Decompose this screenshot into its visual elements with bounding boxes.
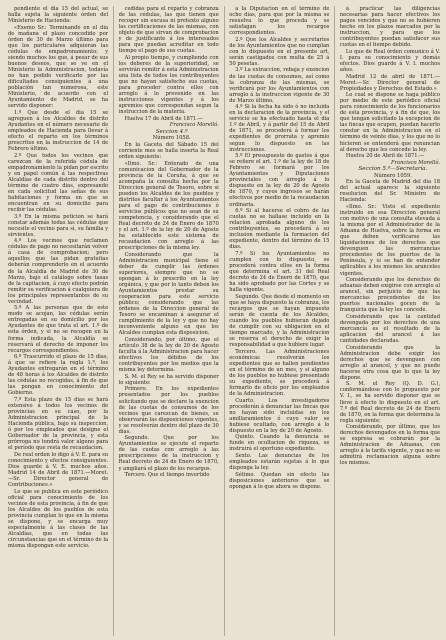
paragraph: Considerando que la Administracion municipal tiene el deber de cumplir las órdenes superiores, siempre que no se opongan á lo prescrito en la ley orgánica, y que por lo tanto deben los Ayuntamientos prestar su cooperacion para este servicio público; considerando que las órdenes de la Direccion general de Tesoro se encaminan á asegurar el cumplimiento de la ley y que no hay inconveniente alguno en que los Alcaldes cumplan esta disposicion. bbox=[118, 251, 219, 337]
notice-number: Número 1059. bbox=[373, 172, 412, 179]
paragraph: 6.º Si al hacerse el cobro de las cuotas no se hallase incluido en la relacion aprobada alguno de los contribuyentes, se procederá á su inclusion mediante la formacion del expediente, dentro del término de 15 dias. bbox=[229, 208, 330, 251]
paragraph: 7.º Si los Ayuntamientos no cumplen con lo dispuesto, se procederá contra ellos en la forma que determina el art. 31 del Real decreto de 24 de Enero de 1870, que ha sido aprobado por las Cortes y se halla vigente. bbox=[229, 250, 330, 294]
paragraph: Lo que de Real órden comunico á V. I. para su conocimiento y demás efectos. Dios guarde á V. I. muchos años. bbox=[339, 48, 440, 73]
paragraph: 3.º En la misma peticion se hará constar además todas las cédulas que necesite el vecino para sí, su familia y sirvientes. bbox=[8, 213, 109, 238]
paragraph: Primero. En los expedientes presentados por los pueblos solicitando que se declare la exencion de las cuotas de consumos de los vecinos que carezcan de bienes, se observarán las disposiciones vigentes, y se resolverán dentro del plazo de 30 dias. bbox=[118, 386, 219, 435]
paragraph: cedidas para el reparto y cobranza de las cédulas, las que tienen que recoger sin excusa ni pretexto alguno las certificaciones de las mismas, con objeto de que sirvan de comprobacion y de justificante á los interesados para que puedan acreditar en todo tiempo el pago de sus cuotas. bbox=[118, 6, 219, 55]
column-divider bbox=[113, 6, 114, 636]
paragraph: pendiente el dia 15 del actual, se halla sujeta la siguiente órden del Ministerio de Hacienda: bbox=[8, 6, 109, 25]
section-heading: Seccion 5.ª—Secretaría. bbox=[358, 166, 428, 173]
paragraph: Segundo. Que por los Ayuntamientos se ejecute el reparto de las cuotas con arreglo á las prescripciones de la instruccion y Real decreto de 24 de Enero de 1870, y ampliará el plazo de los recargos. bbox=[118, 435, 219, 472]
paragraph: Considerando, por último, que los derechos devengados en la forma que se expresa se cobrarán por la Administracion de Aduanas, con arreglo á la tarifa vigente, y que no se admitirá reclamacion alguna sobre los mismos. bbox=[339, 424, 440, 467]
paragraph: «Exemo Sr.: Terminando en el dia de mañana el plazo concedido por órden de 30 de Marzo último para que los particulares adquieran las cédulas de empadronamiento; y siendo muchos los que, á pesar de sus buenos deseos, que se ve en el Ministerio la Administracion, todavía no han podido verificarlo por las dificultades consiguientes á una población tan numerosa, este Ministerio, de acuerdo con el Ayuntamiento de Madrid, se ha servido disponer: bbox=[8, 24, 109, 110]
paragraph: 2.º Que los Alcaldes y secretarios de los Ayuntamientos que no cumplan con lo dispuesto en el presente art. serán castigados con multa de 25 á 50 pesetas. bbox=[229, 36, 330, 67]
paragraph: Huelva 20 de Abril de 1871.— bbox=[345, 153, 425, 160]
paragraph: 3.º La extraccion, rebaja y exencion de las cuotas de consumos, así como la cobranza de las mismas, se verificará por los Ayuntamientos con arreglo á la instruccion vigente de 30 de Marzo último. bbox=[229, 67, 330, 104]
paragraph: Lo cual se dispone se haga público por medio de este periódico oficial para conocimiento de los funcionarios de esta provincia, y á fin de que, los que tengan solicitado la excepcion de las fincas que ocupen, puedan hacerlo constar en la Administracion en el término de veinte dias, y los que no lo hicieren se entenderá que renuncian al derecho que les concede la ley. bbox=[339, 92, 440, 153]
paragraph: 2.º Que todos los vecinos que carezcan de la referida cédula de empadronamiento la pidan por escrito y en papel común á las respectivas Alcaldías de cada distrito dentro del término de cuatro dias, expresando en cada solicitud las señas de sus habitaciones y forma en que se encuentran en su domicilio para recibir las cédulas. bbox=[8, 152, 109, 214]
paragraph: 4.º Los vecinos que reclamen cédulas de pago no necesitarán volver á casa de comprobacion; pero aquellos que las pidan gratuitas deberán comprenderlo en el acuerdo de la Alcaldía de Madrid de 30 de Marzo, bajo el catálogo sobre tasas de la capitacion, á cuyo efecto podrán remitir su verificacion á cualquiera de los principales representantes de su vecindad. bbox=[8, 238, 109, 305]
paragraph: Cuarto. Los investigadores procederán á denunciar las fincas que no hayan sido incluidas en los amillaramientos ó cuyo valor se hubiese ocultado, con arreglo á lo dispuesto en la ley de 20 de Agosto. bbox=[229, 397, 330, 434]
paragraph: Madrid 12 de abril de 1871.—Moret.—Sr. Director general de Propiedades y Derechos del Estado.» bbox=[339, 73, 440, 92]
paragraph: 1.º Que desde el dia 15 se agreguen á los Alcaldes de distrito Ayudantes en el número necesario de empleados de Hacienda para llevar á efecto el reparto en los términos prescritos en la instruccion de 14 de Febrero último. bbox=[8, 109, 109, 153]
text-column-3 bbox=[229, 6, 329, 636]
paragraph: a la Diputacion en el término de ocho dias, para que por la misma se resuelva lo que proceda y se satisfagan los recargos correspondientes. bbox=[229, 6, 330, 37]
paragraph: S. M. el Rey (Q. D. G.), conformándose con lo propuesto por V. I., se ha servido disponer que se lleve á efecto lo dispuesto en el art. 7.º del Real decreto de 24 de Enero de 1870, en la forma que determina la regla siguiente: bbox=[339, 381, 440, 424]
section-heading: Seccion 4.ª bbox=[155, 128, 188, 135]
paragraph: De real orden lo digo á V. E. para su conocimiento y efectos consiguientes. Dios guarde á V. E. muchos años. Madrid 14 de Abril de 1871.—Moret.—Sr. Director general de Contribuciones.» bbox=[8, 451, 109, 489]
paragraph: Sexto. Las denuncias de los empleados estarán sujetas á lo que disponga la ley. bbox=[229, 452, 330, 472]
text-column-4 bbox=[340, 6, 440, 636]
paragraph: En la Gaceta de Madrid del dia 18 del actual aparece la siguiente resolucion del Sr. Ministro de Hacienda: bbox=[339, 179, 440, 204]
paragraph: 5.º A las personas que de este modo se acojan, las cédulas serán entregadas en su domicilio por los Ayudantes de que trata el art. 1.º de esta órden, y si no se recogen en la forma indicada, la Alcaldía se reservará el derecho de imponer los recargos correspondientes. bbox=[8, 305, 109, 354]
paragraph: En la Gaceta del Sábado 15 del corriente mes se halla inserta la Real orden siguiente: bbox=[118, 142, 219, 161]
notice-number: Número 1058. bbox=[152, 135, 191, 142]
column-divider bbox=[224, 6, 225, 636]
paragraph: á practicar las diligencias necesarias para hacer efectivos los pagos vencidos y que no se hubieren hecho en los plazos marcados por la instruccion, y para que los contribuyentes puedan satisfacer sus cuotas en el tiempo debido. bbox=[339, 6, 440, 49]
paragraph: 4.º Si la fecha ha sido ó no incluida en la declaracion de la provincia, y el servicio se ha efectuado hasta el dia 1.º de Abril, y á partir del 15 de Abril de 1871, se procederá á formar los expedientes de prorrata y apremio segun lo dispuesto en las instrucciones. bbox=[229, 104, 330, 153]
paragraph: «Ilmo. Sr.: Enterado de una comunicacion del Gobernador de la provincia de la Coruña, á que se acompaña la consulta hecha por la Direccion general de Tesoro, sobre si pueden los Alcaldes de los pueblos y distritos facultar á los Ayuntamientos para el pago de contribuciones ó servicios públicos que no sean de su competencia, y considerando que el Real decreto de 24 de Enero de 1870 y el art. 1.º de la ley de 20 de Agosto ha establecido este sistema de recaudacion con arreglo á las prescripciones de la misma ley. bbox=[118, 160, 219, 252]
text-column-1 bbox=[8, 6, 108, 636]
paragraph: Considerando, por último, que el artículo 38 de la ley de 20 de Agosto faculta á la Administracion para hacer efectivos los débitos de los contribuyentes por los medios que la misma ley determina. bbox=[118, 337, 219, 374]
paragraph: Al propio tiempo, y cumpliendo con los deberes de la superioridad, se servirán remitir á esta Administracion una lista de todos los contribuyentes que no hayan satisfecho sus cuotas, para proceder contra ellos con arreglo á lo prevenido en las instrucciones vigentes y á los apremios que correspondan segun la instruccion de la materia. bbox=[118, 54, 219, 116]
text-column-2 bbox=[119, 6, 219, 636]
paragraph: Quinto. Cuando la denuncia se funde en ocultacion de riqueza, se instruirá el oportuno expediente. bbox=[229, 434, 330, 453]
paragraph: S. M. el Rey se ha servido disponer lo siguiente: bbox=[118, 373, 219, 386]
column-divider bbox=[334, 6, 335, 636]
signature: Francisco Morelló. bbox=[169, 122, 219, 129]
paragraph: Considerando que la Administracion debe exigir los derechos que se devenguen con arreglo al arancel, y que no puede hacerse otra cosa que lo que la ley dispone. bbox=[339, 344, 440, 381]
paragraph: Considerando que la cantidad devengada por los derechos de una mercancía es el resultado de la aplicacion del arancel á las cantidades declaradas. bbox=[339, 313, 440, 345]
paragraph: Tercero. Que el tiempo invertido bbox=[124, 472, 210, 479]
signature: Francisco Morelló. bbox=[391, 159, 440, 166]
paragraph: Segundo. Que desde el momento en que se haya dispuesto la cobranza, los recargos que se hayan impuesto serán de cuenta de los Alcaldes, cuando los pueblos hubieran dejado de cumplir con su obligacion en el tiempo marcado, y la Administracion se reserva el derecho de exigir la responsabilidad a que hubiere lugar. bbox=[229, 293, 330, 349]
paragraph: 7.º Esta plazo de 15 dias se hará extensivo á todos los vecinos de provincias en su caso, por la Administracion principal de la Hacienda pública, bajo su inspeccion, ó por los empleados que designe el Gobernador de la provincia, y esta prórroga no tendrá valor alguno para el período que resta de recaudacion. bbox=[8, 397, 109, 452]
paragraph: 5.º El presupuesto de gastos á que se refiere el art. 1.º de la ley de 18 de Febrero se formará por los Ayuntamientos y Diputaciones provinciales con arreglo á lo dispuesto en la ley de 20 de Agosto de 1870, y cuyos ingresos se harán efectivos por medio de la recaudacion ordinaria. bbox=[229, 153, 330, 208]
paragraph: Tercero. Las Administraciones económicas resolverán los expedientes que se hallen pendientes en el término de un mes, y si alguno de los pueblos no hubiese presentado su expediente, se procederá á formarlo de oficio por los empleados de la Administracion. bbox=[229, 348, 330, 397]
paragraph: Considerando que los derechos de aduanas deben exigirse con arreglo al arancel, sin perjuicio de que las mercancías procedentes de los puertos nacionales gocen de la franquicia que la ley les concede. bbox=[339, 277, 440, 314]
paragraph: «Ilmo. Sr.: Visto el expediente instruido en esa Direccion general con motivo de una consulta elevada á la misma por el Administrador de la Aduana de Huelva, sobre la forma en que deben verificarse las liquidaciones de los derechos que devenguen las mercancías procedentes de los puertos de la Península, y si se han de entender aplicables á los mismos los aranceles vigentes. bbox=[339, 204, 440, 277]
paragraph: Sétimo. Quedan sin efecto las disposiciones anteriores que se opongan á lo que ahora se dispone. bbox=[229, 471, 330, 490]
paragraph: 6.º Trascurrido el plazo de 15 dias, á que se refiere la regla 1.ª, los Ayudantes entregarán en el término de 48 horas á los Alcaldes de distrito las cédulas no recogidas, á fin de que las pongan en conocimiento del Gobierno. bbox=[8, 354, 109, 397]
paragraph: Lo que se publica en este periódico oficial para conocimiento de los vecinos de esta provincia, á fin de que los Alcaldes de los pueblos de esta provincia cumplan lo que en la misma se dispone, y se encarga muy especialmente á las clases de las Alcaldías, que en todas las circunstancias que en el término de la misma dispongan este servicio. bbox=[8, 488, 109, 550]
paragraph: Huelva 17 de Abril de 1871.— bbox=[124, 115, 204, 122]
